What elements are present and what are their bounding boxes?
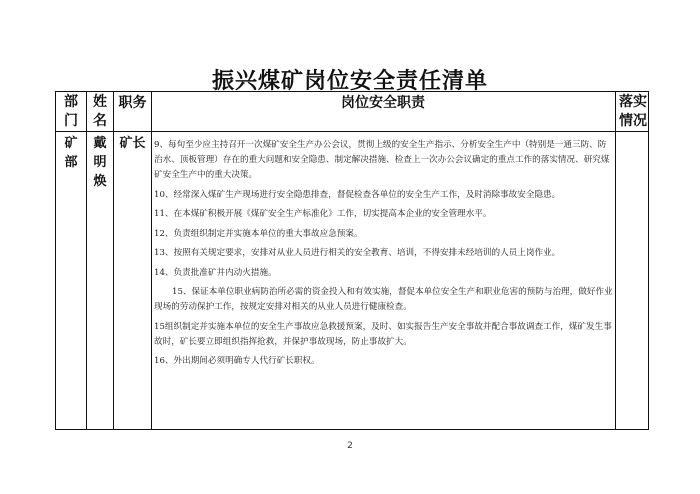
duty-item: 9、每旬至少应主持召开一次煤矿安全生产办公会议，贯彻上级的安全生产指示、分析安全生产中（特别是一通三防、防治水、顶板管理）存在的重大问题和安全隐患、制定解决措施、检查上一次办公会议确定的重点工作的落实情况、研究煤矿安全生产中的重大决策。 [154,140,610,180]
cell-dept [61,134,81,172]
duties-list [154,138,614,374]
header-name-line2: 名 [93,113,107,129]
cell-dept-char: 部 [64,155,78,170]
header-dept [61,93,81,131]
header-position: 职务 [118,95,147,111]
header-name-line1: 姓 [93,94,107,110]
duty-item: 10、经常深入煤矿生产现场进行安全隐患排查，督促检查各单位的安全生产工作，及时消除事故安全隐患。 [154,189,561,200]
duty-item: 13、按照有关规定要求，安排对从业人员进行相关的安全教育、培训，不得安排未经培训的人员上岗作业。 [154,248,561,258]
cell-position: 矿长 [119,136,146,151]
header-dept-line2: 门 [64,113,78,129]
page-number: 2 [347,441,353,451]
cell-name [90,134,110,191]
header-name [89,93,111,131]
header-status-line1: 落实 [619,94,647,110]
duty-item: 14、负责批准矿井内动火措施。 [154,267,277,278]
column-divider [86,92,87,429]
cell-dept-char: 矿 [64,136,78,151]
cell-name-char: 戴 [93,136,107,151]
duty-item: 15组织制定并实施本单位的安全生产事故应急救援预案，及时、如实报告生产安全事故并配合事故调查工作，煤矿发生事故时，矿长要立即组织指挥抢救，并保护事故现场，防止事故扩大。 [154,321,612,347]
document-title: 振兴煤矿岗位安全责任清单 [211,69,488,94]
duty-item: 12、负责组织制定并实施本单位的重大事故应急预案。 [154,228,363,239]
header-status-line2: 情况 [619,113,647,129]
duty-item: 15、保证本单位职业病防治所必需的资金投入和有效实施，督促本单位安全生产和职业危害的预防与治理，做好作业现场的劳动保护工作，按规定安排对相关的从业人员进行健康检查。 [154,287,613,312]
header-status [616,93,650,131]
cell-name-char: 焕 [93,174,107,189]
cell-name-char: 明 [93,155,107,170]
header-divider [56,131,648,132]
header-dept-line1: 部 [64,94,78,110]
duty-item: 16、外出期间必须明确专人代行矿长职权。 [154,356,320,366]
column-divider [615,92,616,429]
responsibility-table [55,91,649,430]
header-duties: 岗位安全职责 [341,95,425,111]
duty-item: 11、在本煤矿积极开展《煤矿安全生产标准化》工作，切实提高本企业的安全管理水平。 [154,209,492,219]
column-divider [151,92,152,429]
